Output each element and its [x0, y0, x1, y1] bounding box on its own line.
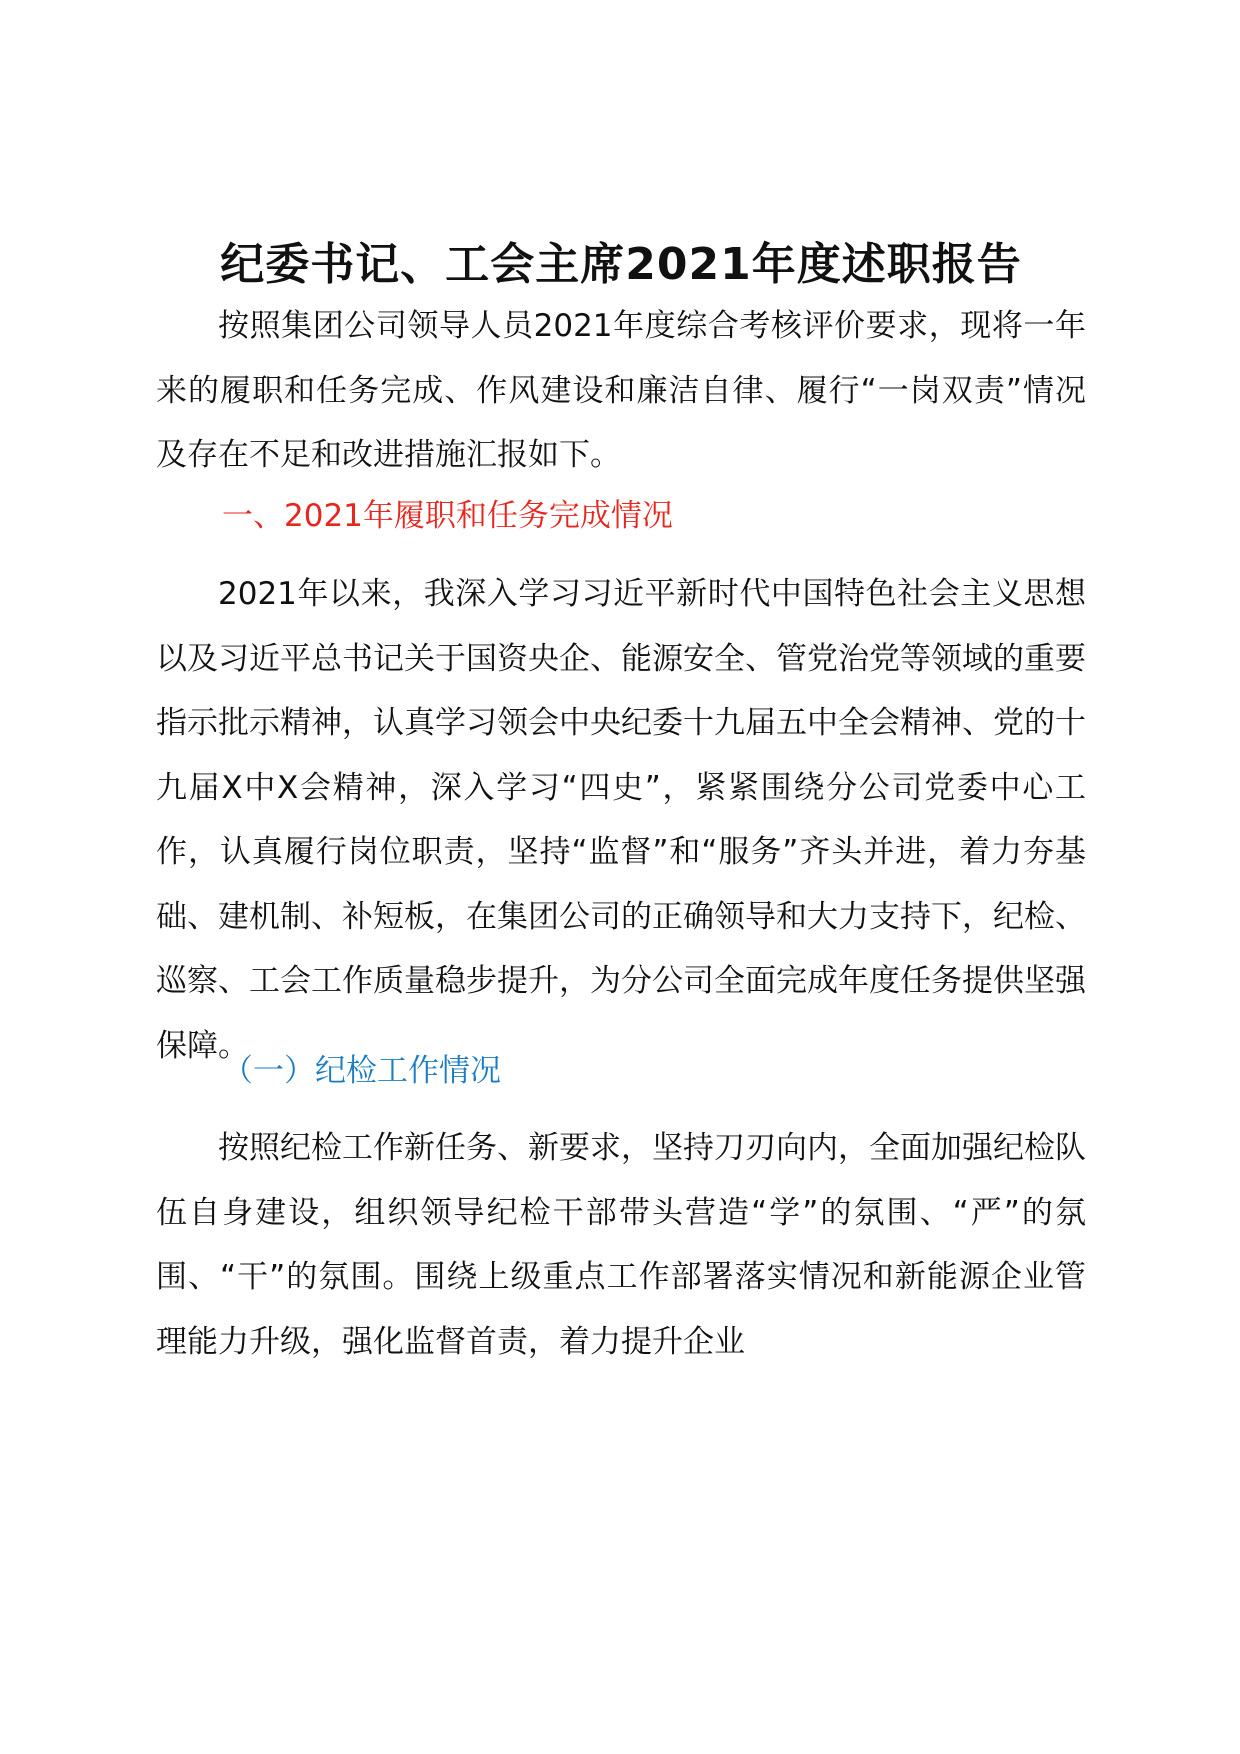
document-title: 纪委书记、工会主席2021年度述职报告 [220, 239, 1022, 290]
section-heading-1: 一、2021年履职和任务完成情况 [222, 498, 673, 534]
section-1-paragraph: 2021年以来，我深入学习习近平新时代中国特色社会主义思想以及习近平总书记关于国资央企、能源安全、管党治党等领域的重要指示批示精神，认真学习领会中央纪委十九届五中全会精神、党的十九届X中X会精神，深入学习“四史”，紧紧围绕分公司党委中心工作，认真履行岗位职责，坚持“监督”和“服务”齐头并进，着力夯基础、建机制、补短板，在集团公司的正确领导和大力支持下，纪检、巡察、工会工作质量稳步提升，为分公司全面完成年度任务提供坚强保障。 [156, 576, 1086, 1064]
document-page [156, 0, 1086, 1754]
subsection-1-paragraph: 按照纪检工作新任务、新要求，坚持刀刃向内，全面加强纪检队伍自身建设，组织领导纪检干部带头营造“学”的氛围、“严”的氛围、“干”的氛围。围绕上级重点工作部署落实情况和新能源企业管理能力升级，强化监督首责，着力提升企业 [156, 1130, 1086, 1360]
subsection-heading-1: （一）纪检工作情况 [222, 1053, 501, 1089]
intro-paragraph: 按照集团公司领导人员2021年度综合考核评价要求，现将一年来的履职和任务完成、作风建设和廉洁自律、履行“一岗双责”情况及存在不足和改进措施汇报如下。 [156, 308, 1086, 473]
